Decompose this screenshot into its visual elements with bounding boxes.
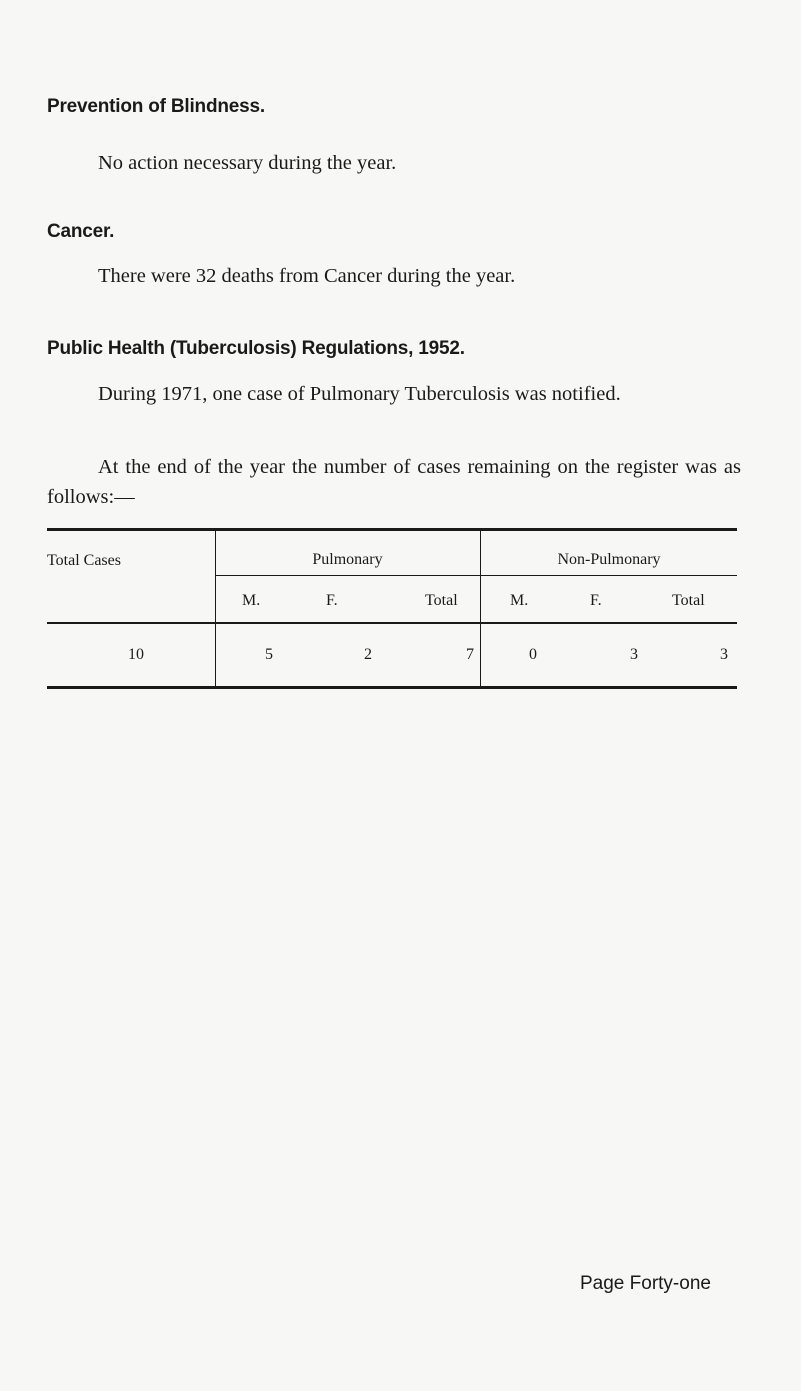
tuberculosis-text-notified: During 1971, one case of Pulmonary Tuberculosis was notified. xyxy=(98,383,621,405)
blindness-text: No action necessary during the year. xyxy=(98,152,397,174)
table-bottom-rule xyxy=(47,686,737,689)
cell-pulmonary-f: 2 xyxy=(364,646,372,663)
table-header-bottom-rule xyxy=(47,622,737,624)
cell-non-pulmonary-m: 0 xyxy=(529,646,537,663)
subheader-pulmonary-f: F. xyxy=(326,592,338,609)
subheader-pulmonary-m: M. xyxy=(242,592,261,609)
heading-prevention-of-blindness: Prevention of Blindness. xyxy=(47,96,265,117)
header-pulmonary: Pulmonary xyxy=(312,551,383,568)
tuberculosis-text-register: At the end of the year the number of cases remaining on the register was as follows:— xyxy=(47,456,741,508)
cell-non-pulmonary-f: 3 xyxy=(630,646,638,663)
header-non-pulmonary: Non-Pulmonary xyxy=(557,551,661,568)
header-total-cases: Total Cases xyxy=(47,552,121,569)
heading-cancer: Cancer. xyxy=(47,221,115,242)
cell-non-pulmonary-total: 3 xyxy=(720,646,728,663)
page-number: Page Forty-one xyxy=(580,1273,711,1294)
subheader-non-pulmonary-f: F. xyxy=(590,592,602,609)
subheader-pulmonary-total: Total xyxy=(425,592,458,609)
table-subheader-rule xyxy=(215,575,737,576)
subheader-non-pulmonary-total: Total xyxy=(672,592,705,609)
cell-pulmonary-m: 5 xyxy=(265,646,273,663)
heading-tuberculosis-regulations: Public Health (Tuberculosis) Regulations, 1952. xyxy=(47,338,465,359)
cell-pulmonary-total: 7 xyxy=(466,646,474,663)
table-top-rule xyxy=(47,528,737,531)
subheader-non-pulmonary-m: M. xyxy=(510,592,529,609)
cell-total-cases: 10 xyxy=(128,646,144,663)
cancer-text: There were 32 deaths from Cancer during the year. xyxy=(98,265,516,287)
